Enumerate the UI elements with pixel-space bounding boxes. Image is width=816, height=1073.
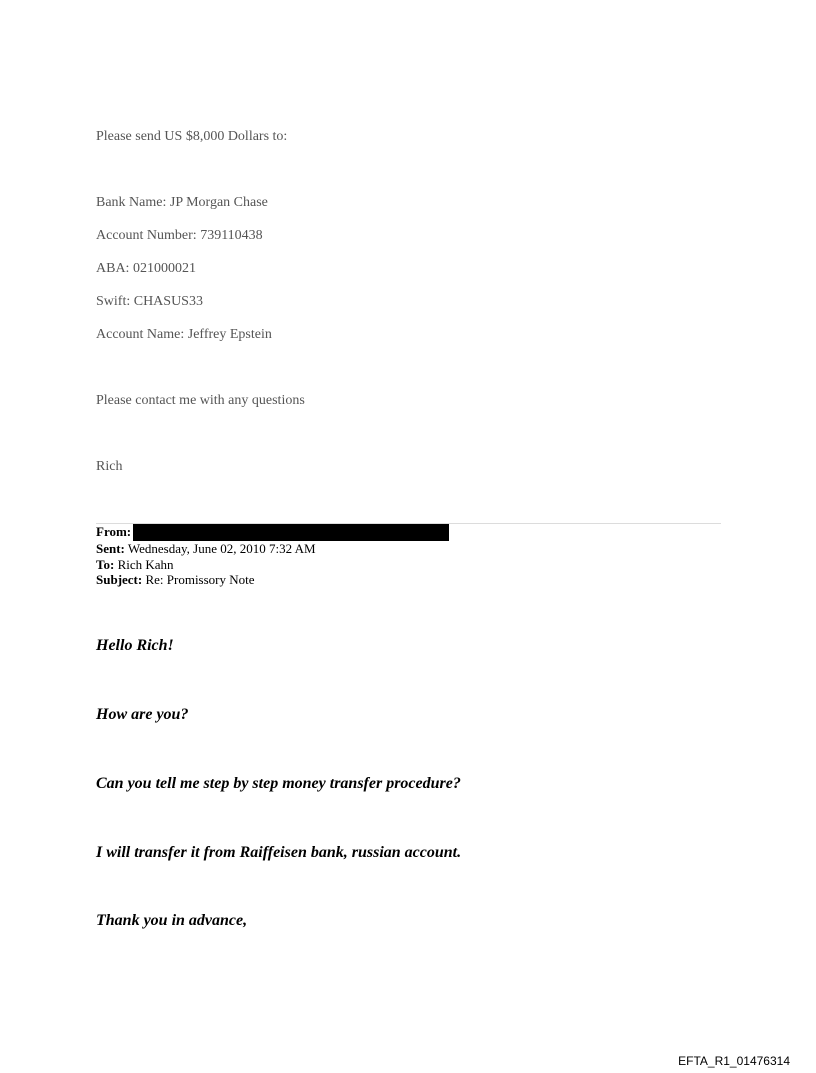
signature-text: Rich [96, 459, 123, 474]
from-row [96, 524, 449, 541]
contact-text: Please contact me with any questions [96, 393, 305, 408]
subject-row [96, 572, 449, 588]
reply-greeting: Hello Rich! [96, 637, 174, 654]
to-value: Rich Kahn [117, 556, 174, 572]
swift-line: Swift: CHASUS33 [96, 294, 203, 309]
email-header [96, 524, 449, 588]
account-number-line: Account Number: 739110438 [96, 228, 263, 243]
subject-value: Re: Promissory Note [145, 572, 255, 587]
redaction-box [133, 524, 449, 541]
aba-line: ABA: 021000021 [96, 261, 196, 276]
from-label: From: [96, 524, 132, 539]
document-id: EFTA_R1_01476314 [678, 1054, 790, 1068]
to-label: To: [96, 556, 115, 572]
sent-label: Sent: [96, 541, 125, 556]
reply-thanks: Thank you in advance, [96, 912, 248, 929]
sent-value: Wednesday, June 02, 2010 7:32 AM [127, 541, 316, 556]
reply-how: How are you? [96, 706, 189, 723]
reply-question: Can you tell me step by step money transfer procedure? [96, 775, 461, 792]
bank-name-line: Bank Name: JP Morgan Chase [96, 195, 268, 210]
reply-transfer: I will transfer it from Raiffeisen bank, russian account. [96, 844, 462, 861]
subject-label: Subject: [96, 572, 143, 587]
intro-text: Please send US $8,000 Dollars to: [96, 129, 288, 144]
account-name-line: Account Name: Jeffrey Epstein [96, 327, 272, 342]
to-row [96, 557, 449, 573]
sent-row [96, 541, 449, 557]
